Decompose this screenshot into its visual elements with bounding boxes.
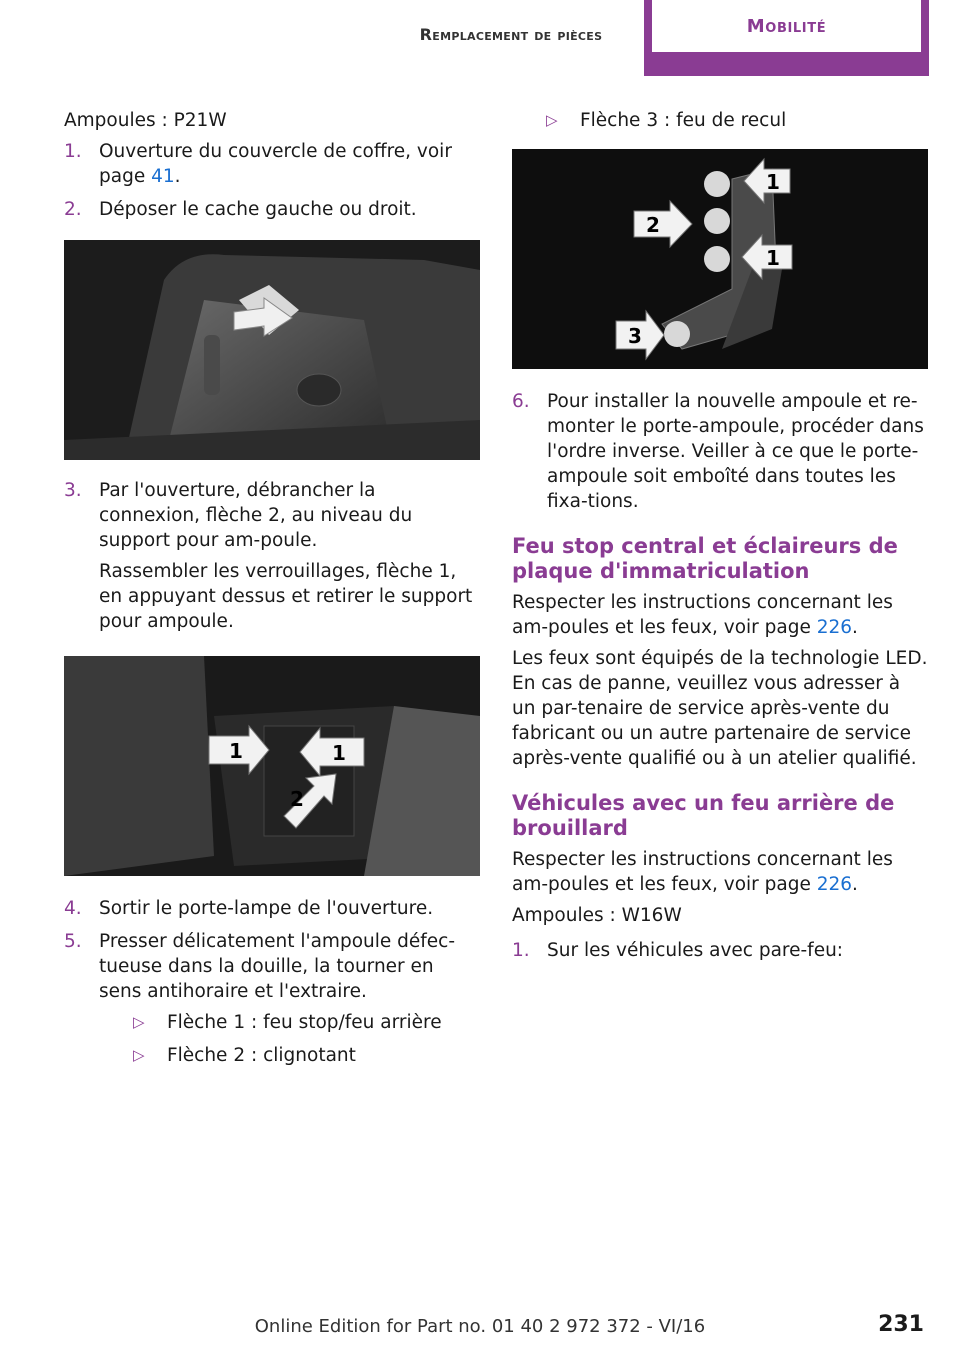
page-number: 231 [878, 1312, 924, 1337]
triangle-bullet-icon: ▷ [133, 1013, 145, 1031]
paragraph-tail: . [852, 617, 858, 638]
fig3-label-1a: 1 [766, 170, 780, 194]
bullet-item [133, 1043, 480, 1068]
trunk-cover-illustration [64, 240, 480, 460]
fig2-label-2: 2 [290, 787, 304, 811]
step-number: 4. [64, 898, 82, 919]
paragraph-text: Respecter les instructions concernant les am-poules et les feux, voir page [512, 592, 893, 638]
bullet-text: Flèche 1 : feu stop/feu arrière [167, 1012, 442, 1033]
section1-paragraph-1 [512, 590, 928, 640]
step-number: 1. [512, 940, 530, 961]
bullet-text: Flèche 3 : feu de recul [580, 110, 787, 131]
bullet-text: Flèche 2 : clignotant [167, 1045, 356, 1066]
paragraph-text: Respecter les instructions concernant les am-poules et les feux, voir page [512, 849, 893, 895]
footer-edition: Online Edition for Part no. 01 40 2 972 372 - VI/16 [254, 1316, 706, 1337]
figure-trunk-cover [64, 240, 480, 460]
bullet-item [512, 108, 928, 133]
header-chapter-tab [644, 0, 929, 76]
step-text: Pour installer la nouvelle ampoule et re-monter le porte-ampoule, procéder dans l'ordre inverse. Veiller à ce que le porte-ampoule soit emboîté dans toutes les fixa-tions. [547, 391, 924, 512]
fig3-label-2: 2 [646, 213, 660, 237]
step-text: Par l'ouverture, débrancher la connexion, flèche 2, au niveau du support pour am-poule. [99, 480, 413, 551]
header-section-title: Remplacement de pièces [419, 24, 603, 44]
figure-bulb-holder [64, 656, 480, 876]
step-number: 6. [512, 391, 530, 412]
step-text-tail: . [174, 166, 181, 187]
step-number: 3. [64, 480, 82, 501]
step-text: Sortir le porte-lampe de l'ouverture. [99, 898, 434, 919]
bullet-list [99, 1010, 480, 1068]
lamp-holder-illustration [512, 149, 928, 369]
step-text: Presser délicatement l'ampoule défec-tueuse dans la douille, la tourner en sens antihoraire et l'extraire. [99, 931, 456, 1002]
page-link[interactable]: 226 [816, 617, 853, 638]
right-column [512, 108, 928, 971]
step-1 [64, 139, 480, 189]
step-4 [64, 896, 480, 921]
fig3-label-1b: 1 [766, 246, 780, 270]
bullet-item [133, 1010, 480, 1035]
figure-lamp-holder [512, 149, 928, 369]
page-link[interactable]: 226 [816, 874, 853, 895]
header-chapter-title: Mobilité [652, 0, 921, 52]
section2-paragraph-1 [512, 847, 928, 897]
fig3-label-3: 3 [628, 324, 642, 348]
step-text: Ouverture du couvercle de coffre, voir page [99, 141, 452, 187]
step-5 [64, 929, 480, 1068]
step-text: Sur les véhicules avec pare-feu: [547, 940, 844, 961]
bulb-type-w16w: Ampoules : W16W [512, 905, 682, 926]
step-2 [64, 197, 480, 222]
step-3-subtext: Rassembler les verrouillages, flèche 1, en appuyant dessus et retirer le support pour ampoule. [99, 561, 473, 632]
section-heading-rear-fog-light: Véhicules avec un feu arrière de brouillard [512, 791, 895, 840]
paragraph-tail: . [852, 874, 858, 895]
page-link[interactable]: 41 [151, 166, 175, 187]
step-3 [64, 478, 480, 634]
section1-paragraph-2: Les feux sont équipés de la technologie LED. En cas de panne, veuillez vous adresser à un par-tenaire de service après-vente du fabricant ou un autre partenaire de service après-vente qualifié ou à un atelier qualifié. [512, 648, 928, 769]
step-number: 1. [64, 141, 82, 162]
bulb-type-p21w: Ampoules : P21W [64, 110, 227, 131]
step-number: 2. [64, 199, 82, 220]
step-number: 5. [64, 931, 82, 952]
left-column [64, 108, 480, 1076]
step-6 [512, 389, 928, 514]
fig2-label-1a: 1 [229, 739, 243, 763]
step-text: Déposer le cache gauche ou droit. [99, 199, 417, 220]
fig2-label-1b: 1 [332, 741, 346, 765]
section2-step-1 [512, 938, 928, 963]
triangle-bullet-icon: ▷ [546, 111, 558, 129]
section-heading-central-brake-light: Feu stop central et éclaireurs de plaque d'immatriculation [512, 534, 898, 583]
triangle-bullet-icon: ▷ [133, 1046, 145, 1064]
bulb-holder-illustration [64, 656, 480, 876]
